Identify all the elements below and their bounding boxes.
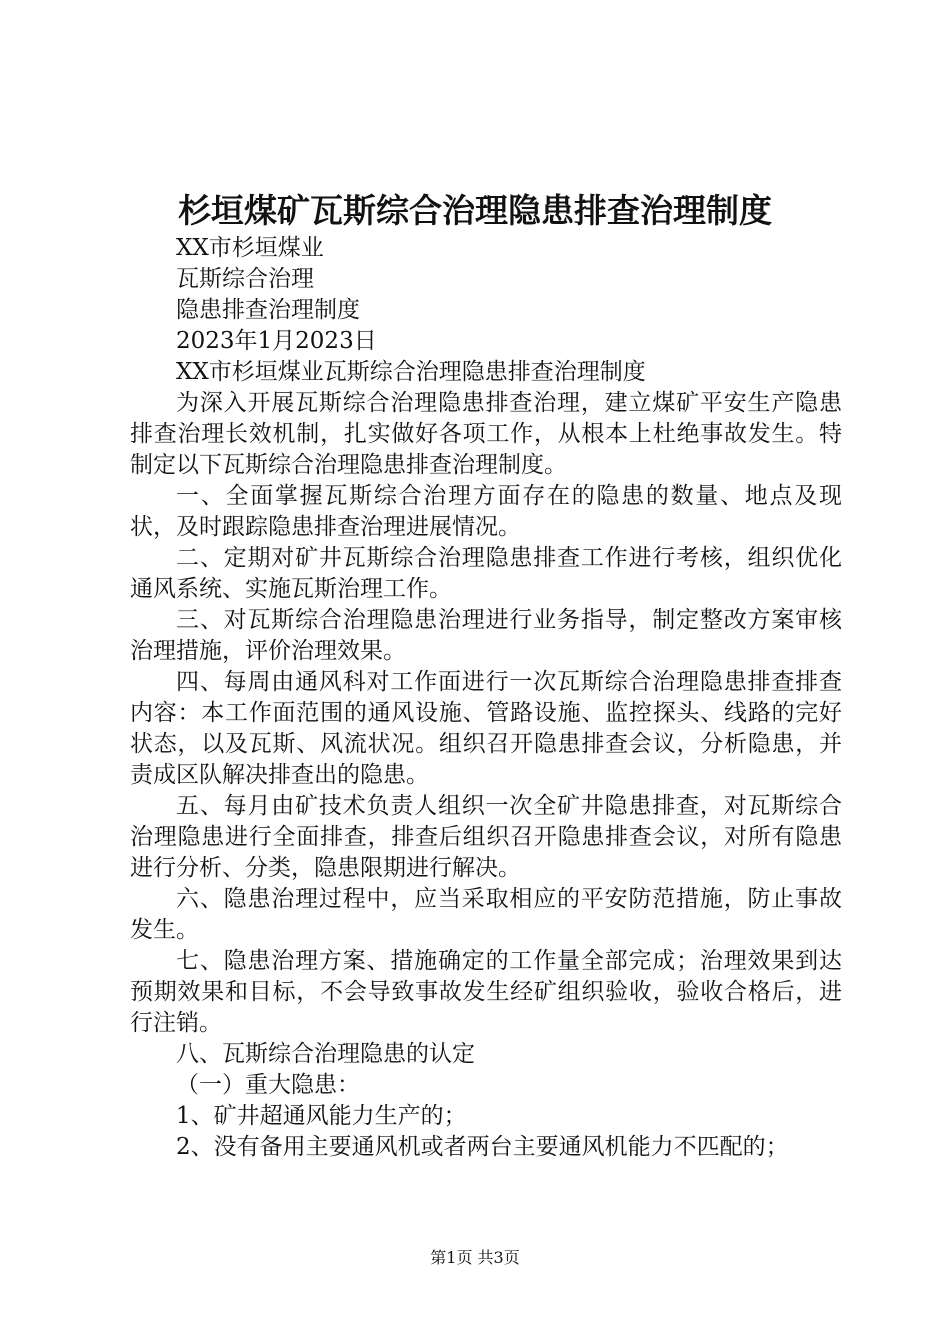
paragraph-subheading-major: （一）重大隐患： [176, 1072, 360, 1098]
document-body [130, 233, 842, 1163]
paragraph-list-1: 1、矿井超通风能力生产的； [176, 1103, 467, 1129]
page-footer: 第1页 共3页 [430, 1248, 520, 1267]
header-line-company: XX市杉垣煤业 [176, 235, 324, 261]
paragraph-list-2: 2、没有备用主要通风机或者两台主要通风机能力不匹配的； [176, 1134, 789, 1160]
paragraph-item-3: 三、对瓦斯综合治理隐患治理进行业务指导，制定整改方案审核治理措施，评价治理效果。 [130, 607, 842, 664]
paragraph-item-5: 五、每月由矿技术负责人组织一次全矿井隐患排查，对瓦斯综合治理隐患进行全面排查，排查后组织召开隐患排查会议，对所有隐患进行分析、分类，隐患限期进行解决。 [130, 793, 842, 881]
paragraph-item-6: 六、隐患治理过程中，应当采取相应的平安防范措施，防止事故发生。 [130, 886, 842, 943]
document-title: 杉垣煤矿瓦斯综合治理隐患排查治理制度 [178, 191, 772, 230]
paragraph-item-4: 四、每周由通风科对工作面进行一次瓦斯综合治理隐患排查排查内容：本工作面范围的通风设施、管路设施、监控探头、线路的完好状态，以及瓦斯、风流状况。组织召开隐患排查会议，分析隐患，并责成区队解决排查出的隐患。 [130, 669, 842, 788]
header-line-subject: 瓦斯综合治理 [176, 266, 314, 292]
paragraph-item-7: 七、隐患治理方案、措施确定的工作量全部完成；治理效果到达预期效果和目标，不会导致事故发生经矿组织验收，验收合格后，进行注销。 [130, 948, 842, 1036]
header-line-date: 2023年1月2023日 [176, 328, 377, 354]
header-line-doc-type: 隐患排查治理制度 [176, 297, 360, 323]
paragraph-item-1: 一、全面掌握瓦斯综合治理方面存在的隐患的数量、地点及现状，及时跟踪隐患排查治理进展情况。 [130, 483, 842, 540]
paragraph-item-8: 八、瓦斯综合治理隐患的认定 [176, 1041, 475, 1067]
paragraph-item-2: 二、定期对矿井瓦斯综合治理隐患排查工作进行考核，组织优化通风系统、实施瓦斯治理工作。 [130, 545, 842, 602]
paragraph-intro: 为深入开展瓦斯综合治理隐患排查治理，建立煤矿平安生产隐患排查治理长效机制，扎实做好各项工作，从根本上杜绝事故发生。特制定以下瓦斯综合治理隐患排查治理制度。 [130, 390, 842, 478]
header-line-full-title: XX市杉垣煤业瓦斯综合治理隐患排查治理制度 [176, 359, 646, 385]
